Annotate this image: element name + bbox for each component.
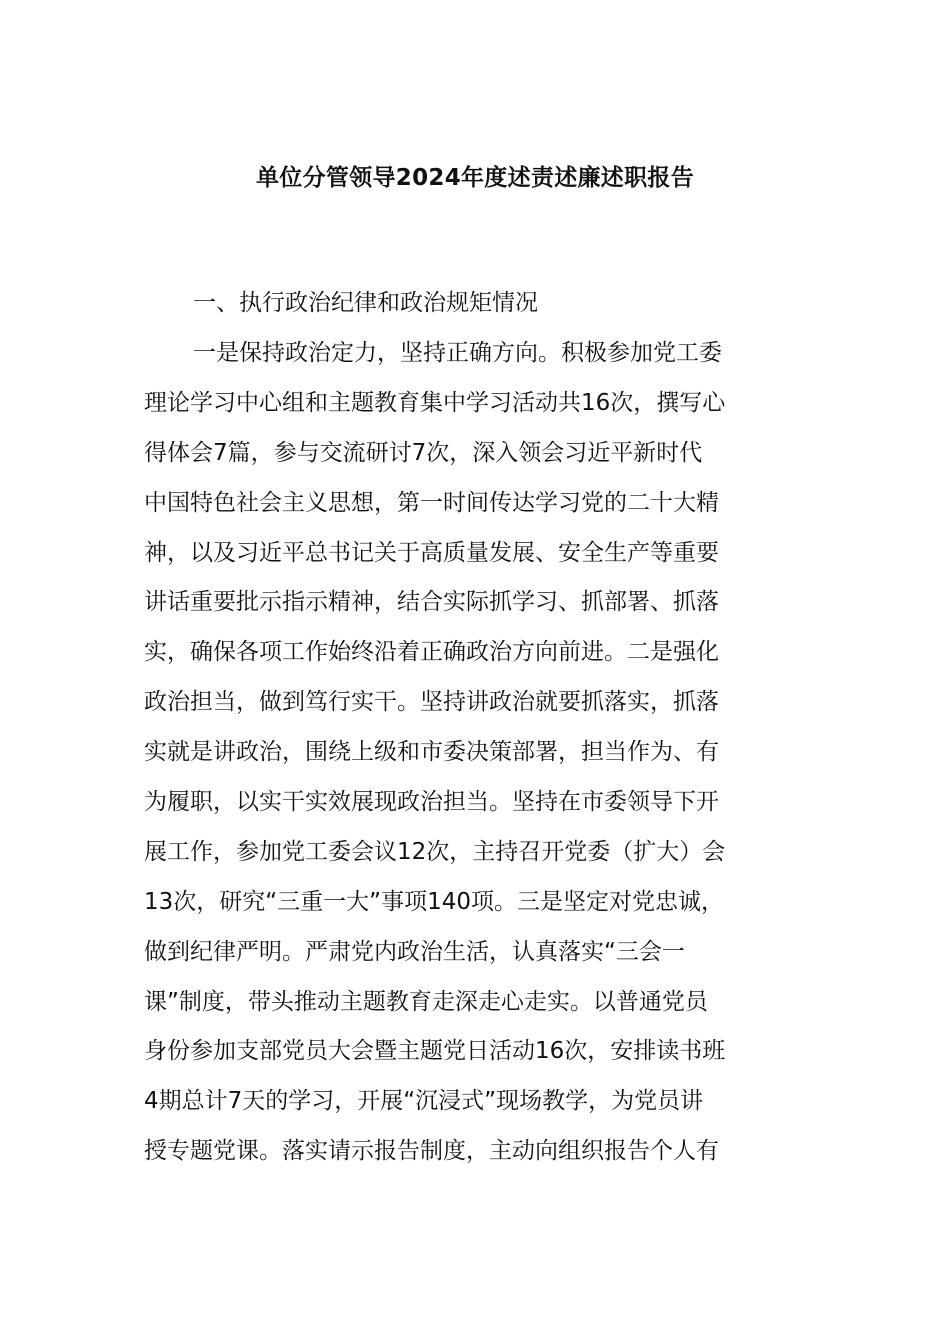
- paragraph-line: 实就是讲政治，围绕上级和市委决策部署，担当作为、有: [144, 739, 719, 766]
- body-text: [144, 334, 844, 1182]
- section-heading: 一、执行政治纪律和政治规矩情况: [193, 290, 538, 316]
- paragraph-line: 中国特色社会主义思想，第一时间传达学习党的二十大精: [144, 489, 719, 516]
- paragraph-line: 得体会7篇，参与交流研讨7次，深入领会习近平新时代: [144, 439, 703, 466]
- paragraph-line: 神，以及习近平总书记关于高质量发展、安全生产等重要: [144, 539, 719, 566]
- paragraph-line: 做到纪律严明。严肃党内政治生活，认真落实“三会一: [144, 938, 685, 965]
- paragraph-line: 为履职，以实干实效展现政治担当。坚持在市委领导下开: [144, 789, 719, 816]
- paragraph-line: 授专题党课。落实请示报告制度，主动向组织报告个人有: [144, 1138, 719, 1165]
- paragraph-line: 一是保持政治定力，坚持正确方向。积极参加党工委: [193, 340, 722, 366]
- paragraph-line: 4期总计7天的学习，开展“沉浸式”现场教学，为党员讲: [144, 1088, 704, 1115]
- document-title: 单位分管领导2024年度述责述廉述职报告: [255, 165, 694, 191]
- paragraph-line: 讲话重要批示指示精神，结合实际抓学习、抓部署、抓落: [144, 589, 719, 616]
- paragraph-line: 13次，研究“三重一大”事项140项。三是坚定对党忠诚，: [144, 888, 724, 915]
- paragraph-line: 展工作，参加党工委会议12次，主持召开党委（扩大）会: [144, 838, 726, 865]
- paragraph-line: 课”制度，带头推动主题教育走深走心走实。以普通党员: [144, 988, 708, 1015]
- paragraph-line: 实，确保各项工作始终沿着正确政治方向前进。二是强化: [144, 639, 719, 666]
- paragraph-line: 理论学习中心组和主题教育集中学习活动共16次，撰写心: [144, 389, 726, 416]
- paragraph-line: 身份参加支部党员大会暨主题党日活动16次，安排读书班: [144, 1038, 726, 1065]
- paragraph-line: 政治担当，做到笃行实干。坚持讲政治就要抓落实，抓落: [144, 689, 719, 716]
